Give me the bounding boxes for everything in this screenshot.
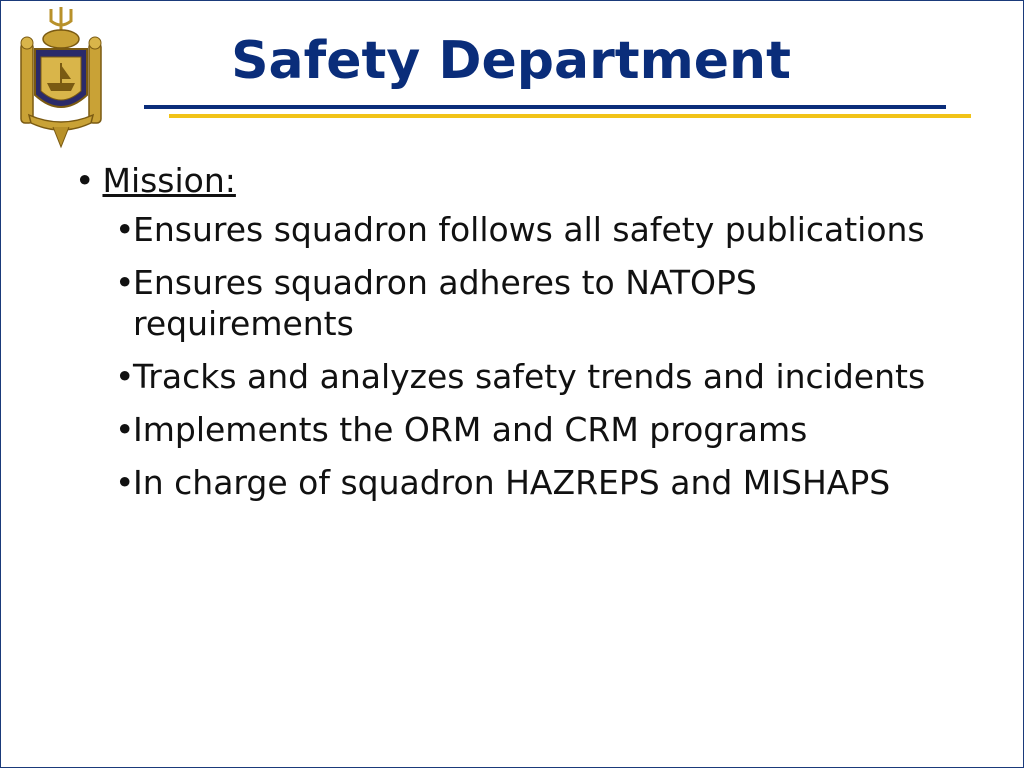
list-item <box>115 462 963 503</box>
list-item <box>115 209 963 250</box>
list-item-text: Tracks and analyzes safety trends and incidents <box>133 357 926 396</box>
bullet-icon: • <box>115 210 135 249</box>
list-item-text: In charge of squadron HAZREPS and MISHAPS <box>133 463 891 502</box>
list-item <box>115 262 963 344</box>
list-item-text: Ensures squadron adheres to NATOPS requirements <box>133 263 757 343</box>
list-item-text: Ensures squadron follows all safety publications <box>133 210 925 249</box>
bullet-icon: • <box>115 463 135 502</box>
bullet-icon: • <box>75 161 95 200</box>
slide-title: Safety Department <box>231 31 791 91</box>
title-underline-blue <box>144 105 946 109</box>
bullet-icon: • <box>115 263 135 302</box>
mission-list <box>75 209 995 503</box>
list-item-text: Implements the ORM and CRM programs <box>133 410 808 449</box>
title-underline-gold <box>169 114 971 118</box>
list-item <box>115 356 963 397</box>
bullet-icon: • <box>115 410 135 449</box>
list-item <box>115 409 963 450</box>
slide-title-wrap <box>1 31 1023 91</box>
slide-body <box>75 159 995 515</box>
mission-heading <box>75 159 995 203</box>
mission-label: Mission: <box>102 161 236 200</box>
bullet-icon: • <box>115 357 135 396</box>
